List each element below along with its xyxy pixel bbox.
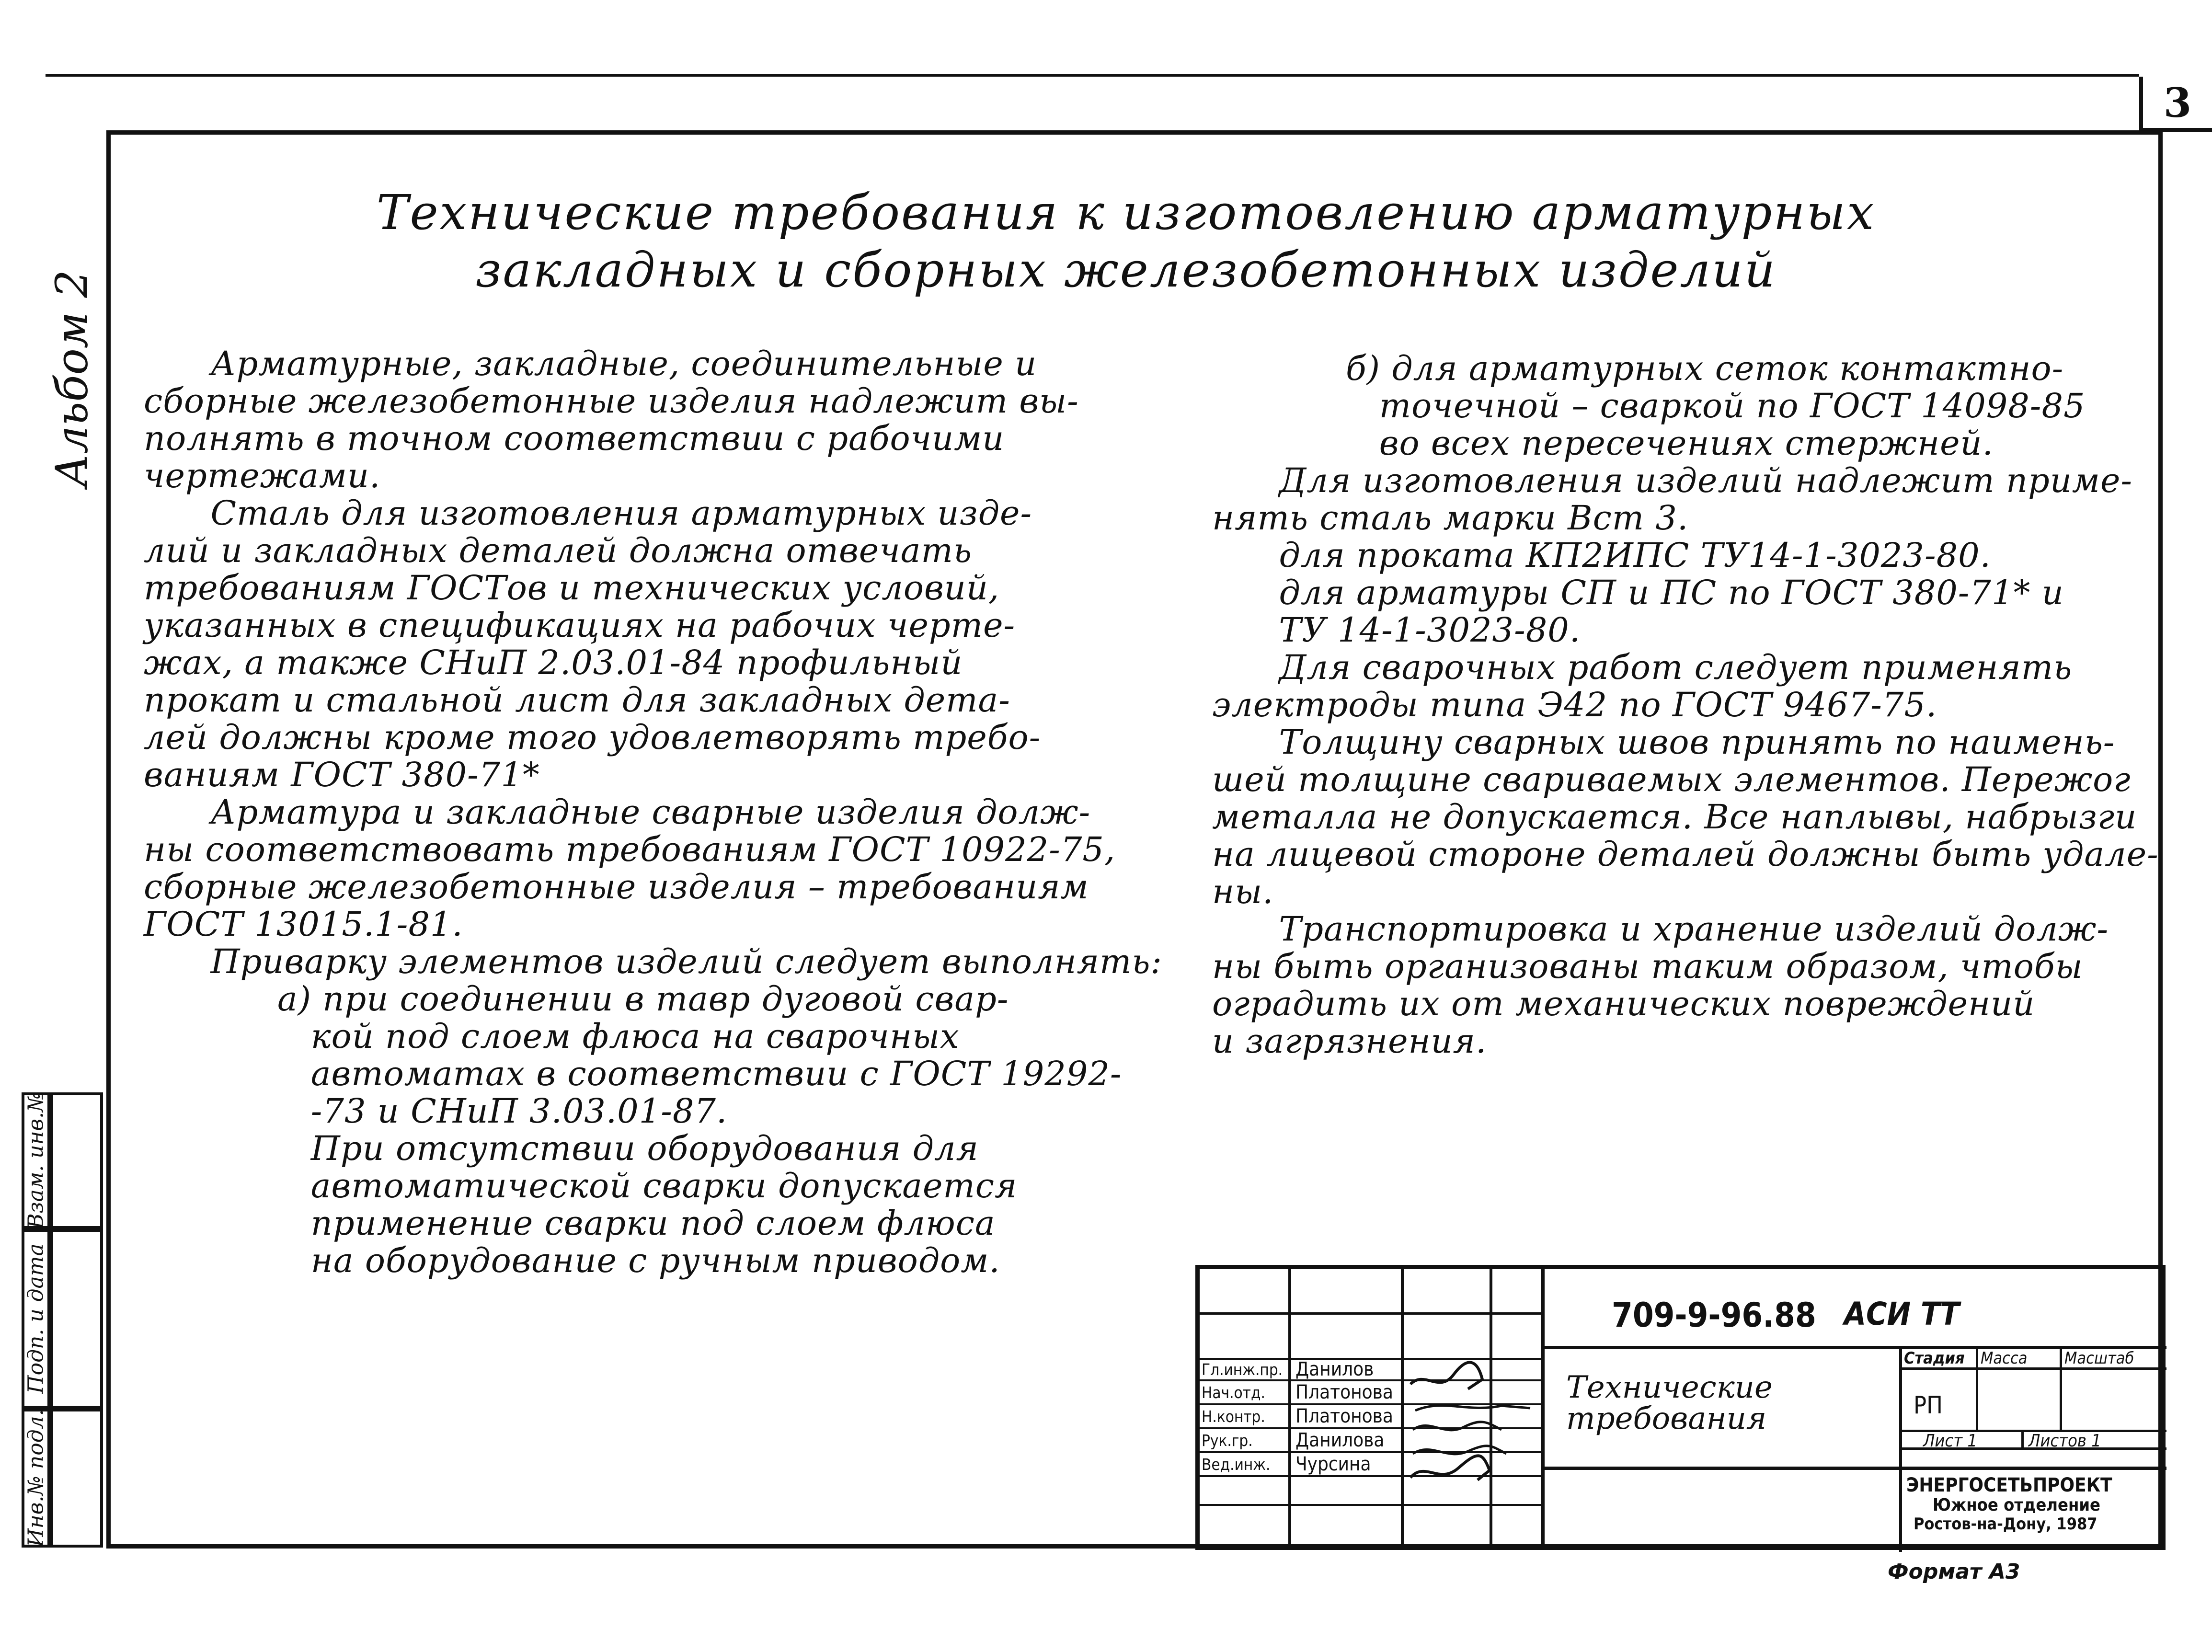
text-line: -73 и СНиП 3.03.01-87.: [144, 1091, 728, 1131]
replace-inv-label: Взам. инв.№: [23, 1092, 48, 1229]
text-line: сборные железобетонные изделия – требованиям: [144, 867, 1089, 906]
mass-header: Масса: [1981, 1349, 2028, 1368]
text-line: Приварку элементов изделий следует выполнять:: [144, 942, 1163, 981]
text-line: применение сварки под слоем флюса: [144, 1204, 996, 1243]
staff-role: Нач.отд.: [1202, 1383, 1265, 1402]
text-line: автоматической сварки допускается: [144, 1166, 1018, 1205]
staff-name: Данилова: [1295, 1429, 1385, 1451]
sheet-label: Лист 1: [1923, 1431, 1977, 1451]
text-line: Для изготовления изделий надлежит приме-: [1212, 461, 2133, 500]
text-line: Толщину сварных швов принять по наимень-: [1212, 723, 2115, 762]
text-line: б) для арматурных сеток контактно-: [1212, 349, 2064, 388]
sign-date-label: Подп. и дата: [23, 1243, 48, 1394]
text-line: для арматуры СП и ПС по ГОСТ 380-71* и: [1212, 573, 2064, 612]
text-line: кой под слоем флюса на сварочных: [144, 1017, 960, 1056]
text-line: Сталь для изготовления арматурных изде-: [144, 493, 1032, 533]
staff-name: Чурсина: [1295, 1453, 1371, 1475]
text-line: на оборудование с ручным приводом.: [144, 1241, 1000, 1280]
text-line: прокат и стальной лист для закладных дета-: [144, 680, 1010, 720]
staff-name: Платонова: [1295, 1381, 1393, 1403]
stage-header: Стадия: [1904, 1349, 1965, 1368]
text-line: сборные железобетонные изделия надлежит вы-: [144, 381, 1079, 421]
org-line-2: Южное отделение: [1933, 1495, 2101, 1515]
replace-inv-value-cell: [50, 1092, 103, 1229]
format-label: Формат А3: [1888, 1560, 2020, 1584]
text-line: лей должны кроме того удовлетворять требо-: [144, 718, 1041, 757]
text-line: жах, а также СНиП 2.03.01-84 профильный: [144, 643, 963, 682]
org-line-3: Ростов-на-Дону, 1987: [1914, 1514, 2097, 1534]
stage-value: РП: [1914, 1391, 1943, 1419]
text-line: металла не допускается. Все наплывы, набрызги: [1212, 797, 2137, 837]
side-stamp: [22, 1092, 103, 1548]
album-label: Альбом 2: [46, 270, 98, 487]
right-text-column: [1212, 349, 2159, 1061]
staff-role: Рук.гр.: [1202, 1431, 1253, 1450]
orig-inv-label: Инв.№ подл.: [23, 1409, 48, 1547]
text-line: а) при соединении в тавр дуговой свар-: [144, 979, 1009, 1019]
text-line: для проката КП2ИПС ТУ14-1-3023-80.: [1212, 536, 1991, 575]
text-line: электроды типа Э42 по ГОСТ 9467-75.: [1212, 685, 1937, 724]
page-title-line-1: Технические требования к изготовлению арматурных: [376, 184, 1876, 241]
top-rule: [46, 74, 2139, 77]
doc-title-line-1: Технические: [1566, 1370, 1773, 1405]
staff-role: Н.контр.: [1202, 1407, 1265, 1426]
orig-inv-value-cell: [50, 1409, 103, 1548]
text-line: шей толщине свариваемых элементов. Пережог: [1212, 760, 2131, 799]
text-line: ны соответствовать требованиям ГОСТ 10922-75,: [144, 830, 1116, 869]
staff-role: Вед.инж.: [1202, 1455, 1271, 1474]
text-line: Арматурные, закладные, соединительные и: [144, 344, 1037, 383]
document-mark: АСИ ТТ: [1844, 1296, 1960, 1332]
staff-name: Платонова: [1295, 1405, 1393, 1427]
title-block: [1195, 1265, 2166, 1550]
text-line: чертежами.: [144, 456, 381, 495]
text-line: полнять в точном соответствии с рабочими: [144, 419, 1005, 458]
text-line: и загрязнения.: [1212, 1021, 1487, 1061]
sign-date-value-cell: [50, 1229, 103, 1409]
text-line: ны быть организованы таким образом, чтобы: [1212, 947, 2083, 986]
text-line: Транспортировка и хранение изделий долж-: [1212, 909, 2109, 949]
org-line-1: ЭНЕРГОСЕТЬПРОЕКТ: [1906, 1474, 2112, 1496]
doc-title-line-2: требования: [1566, 1401, 1767, 1436]
text-line: во всех пересечениях стержней.: [1212, 424, 1994, 463]
sheet-number: 3: [2139, 77, 2212, 132]
staff-name: Данилов: [1295, 1358, 1374, 1380]
text-line: ГОСТ 13015.1-81.: [144, 905, 463, 944]
page-title-line-2: закладных и сборных железобетонных изделий: [475, 242, 1777, 298]
text-line: ТУ 14-1-3023-80.: [1212, 610, 1581, 650]
text-line: Для сварочных работ следует применять: [1212, 648, 2073, 687]
staff-role: Гл.инж.пр.: [1202, 1360, 1283, 1379]
text-line: автоматах в соответствии с ГОСТ 19292-: [144, 1054, 1122, 1093]
left-text-column: [144, 344, 1163, 1280]
text-line: Арматура и закладные сварные изделия долж-: [144, 792, 1091, 832]
scale-header: Масштаб: [2064, 1349, 2134, 1368]
text-line: При отсутствии оборудования для: [144, 1129, 979, 1168]
text-line: ваниям ГОСТ 380-71*: [144, 755, 540, 794]
text-line: на лицевой стороне деталей должны быть удале-: [1212, 835, 2159, 874]
text-line: требованиям ГОСТов и технических условий,: [144, 568, 1000, 608]
text-line: точечной – сваркой по ГОСТ 14098-85: [1212, 386, 2086, 425]
signatures: [1406, 1341, 1545, 1485]
text-line: ны.: [1212, 872, 1274, 911]
text-line: указанных в спецификациях на рабочих черте-: [144, 606, 1016, 645]
text-line: оградить их от механических повреждений: [1212, 984, 2035, 1023]
text-line: нять сталь марки Вст 3.: [1212, 498, 1689, 538]
designation: 709-9-96.88: [1612, 1296, 1816, 1335]
text-line: лий и закладных деталей должна отвечать: [144, 531, 972, 570]
sheets-label: Листов 1: [2029, 1431, 2101, 1451]
